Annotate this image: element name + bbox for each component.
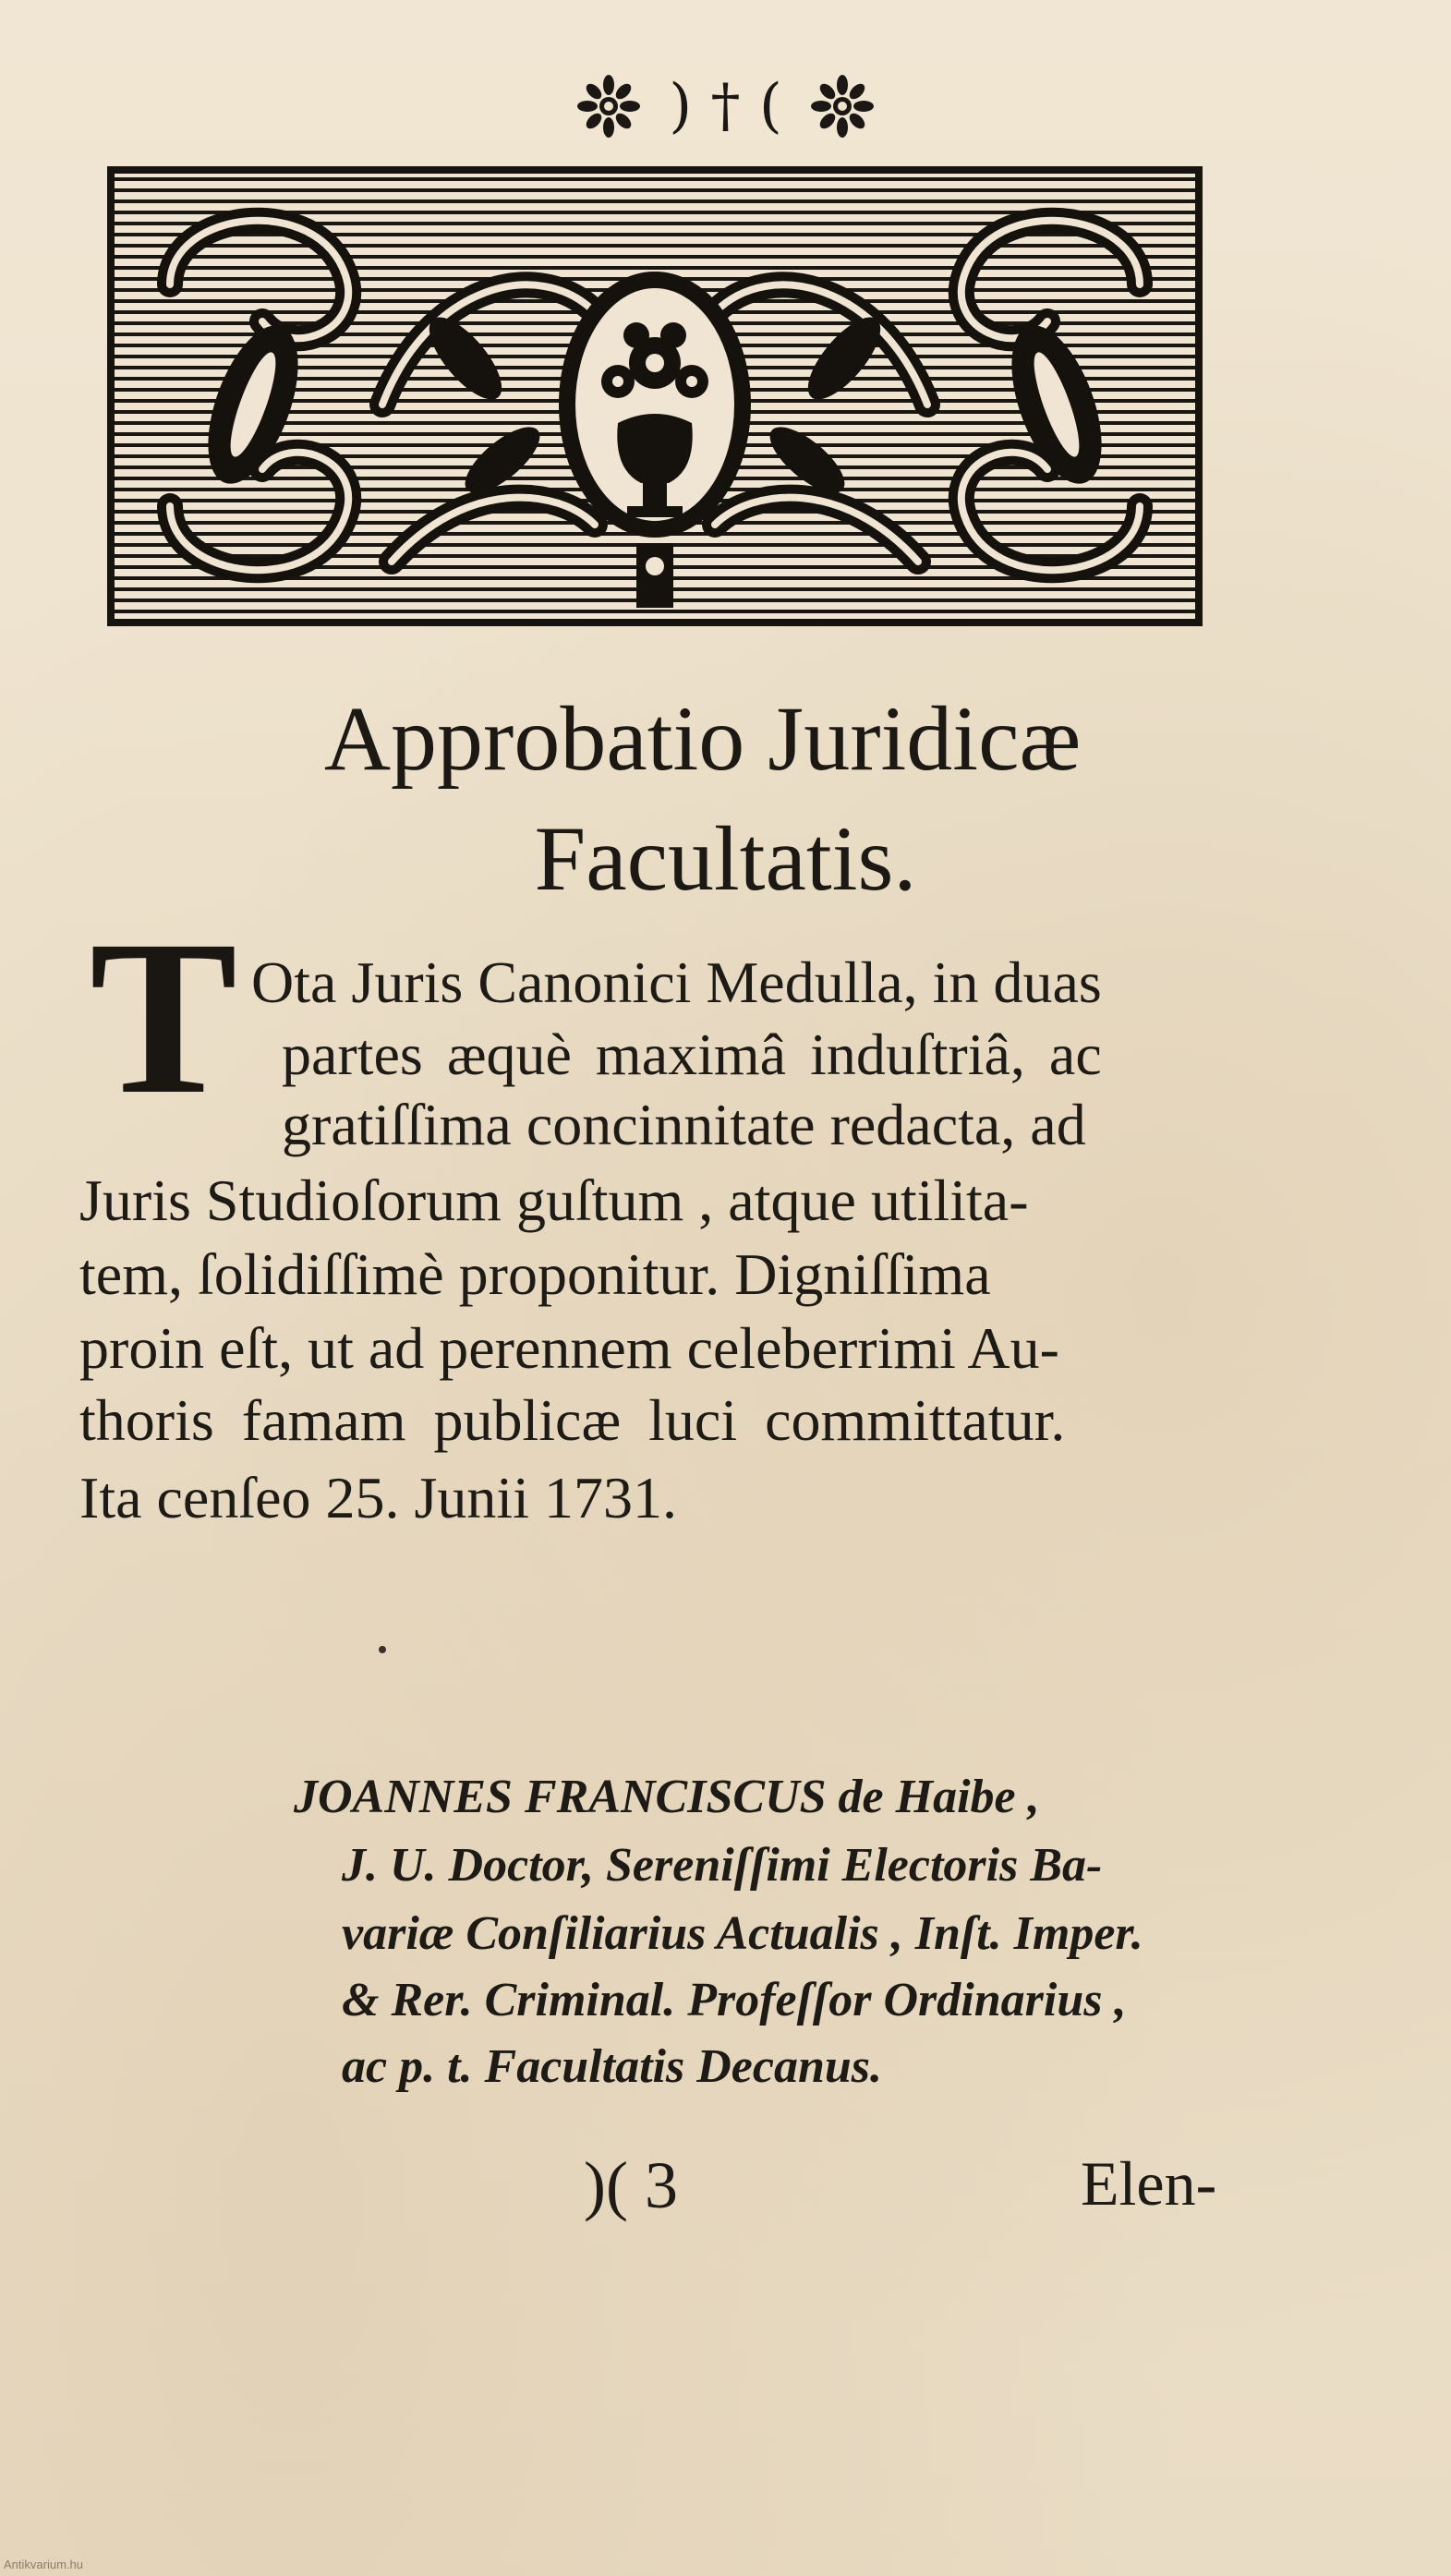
body-line-5: tem, ſolidiſſimè proponitur. Digniſſima bbox=[79, 1241, 991, 1307]
signature-line-3: variæ Conſiliarius Actualis , Inſt. Imper. bbox=[342, 1907, 1143, 1960]
body-line-4: Juris Studioſorum guſtum , atque utilita- bbox=[79, 1167, 1029, 1233]
rosette-icon bbox=[576, 74, 641, 139]
signature-mark: )( 3 bbox=[584, 2148, 678, 2222]
signature-line-4: & Rer. Criminal. Profeſſor Ordinarius , bbox=[342, 1974, 1127, 2026]
acanthus-ornament-icon bbox=[115, 174, 1195, 619]
body-line-6: proin eſt, ut ad perennem celeberrimi Au- bbox=[79, 1315, 1059, 1381]
signature-line-2: J. U. Doctor, Sereniſſimi Electoris Ba- bbox=[342, 1839, 1103, 1892]
decorative-headpiece bbox=[107, 166, 1203, 626]
page-title-line-1: Approbatio Juridicæ bbox=[323, 687, 1082, 790]
page-title-line-2: Facultatis. bbox=[534, 807, 917, 910]
drop-cap-letter: T bbox=[89, 935, 238, 1110]
body-line-7: thoris famam publicæ luci committatur. bbox=[79, 1387, 1066, 1453]
catchword: Elen- bbox=[1081, 2148, 1217, 2219]
watermark: Antikvarium.hu bbox=[4, 2558, 83, 2571]
body-line-2: partes æquè maximâ induſtriâ, ac bbox=[282, 1022, 1102, 1087]
ink-speck bbox=[379, 1646, 386, 1653]
body-line-3: gratiſſima concinnitate redacta, ad bbox=[282, 1092, 1086, 1157]
top-ornament bbox=[0, 65, 1451, 148]
ornament-center: ) † ( bbox=[669, 72, 782, 140]
body-line-1: Ota Juris Canonici Medulla, in duas bbox=[251, 949, 1102, 1015]
drop-cap bbox=[76, 935, 251, 1110]
signature-line-5: ac p. t. Facultatis Decanus. bbox=[342, 2040, 883, 2093]
rosette-icon bbox=[810, 74, 875, 139]
signature-line-1: JOANNES FRANCISCUS de Haibe , bbox=[294, 1771, 1040, 1823]
body-line-8: Ita cenſeo 25. Junii 1731. bbox=[79, 1465, 677, 1530]
